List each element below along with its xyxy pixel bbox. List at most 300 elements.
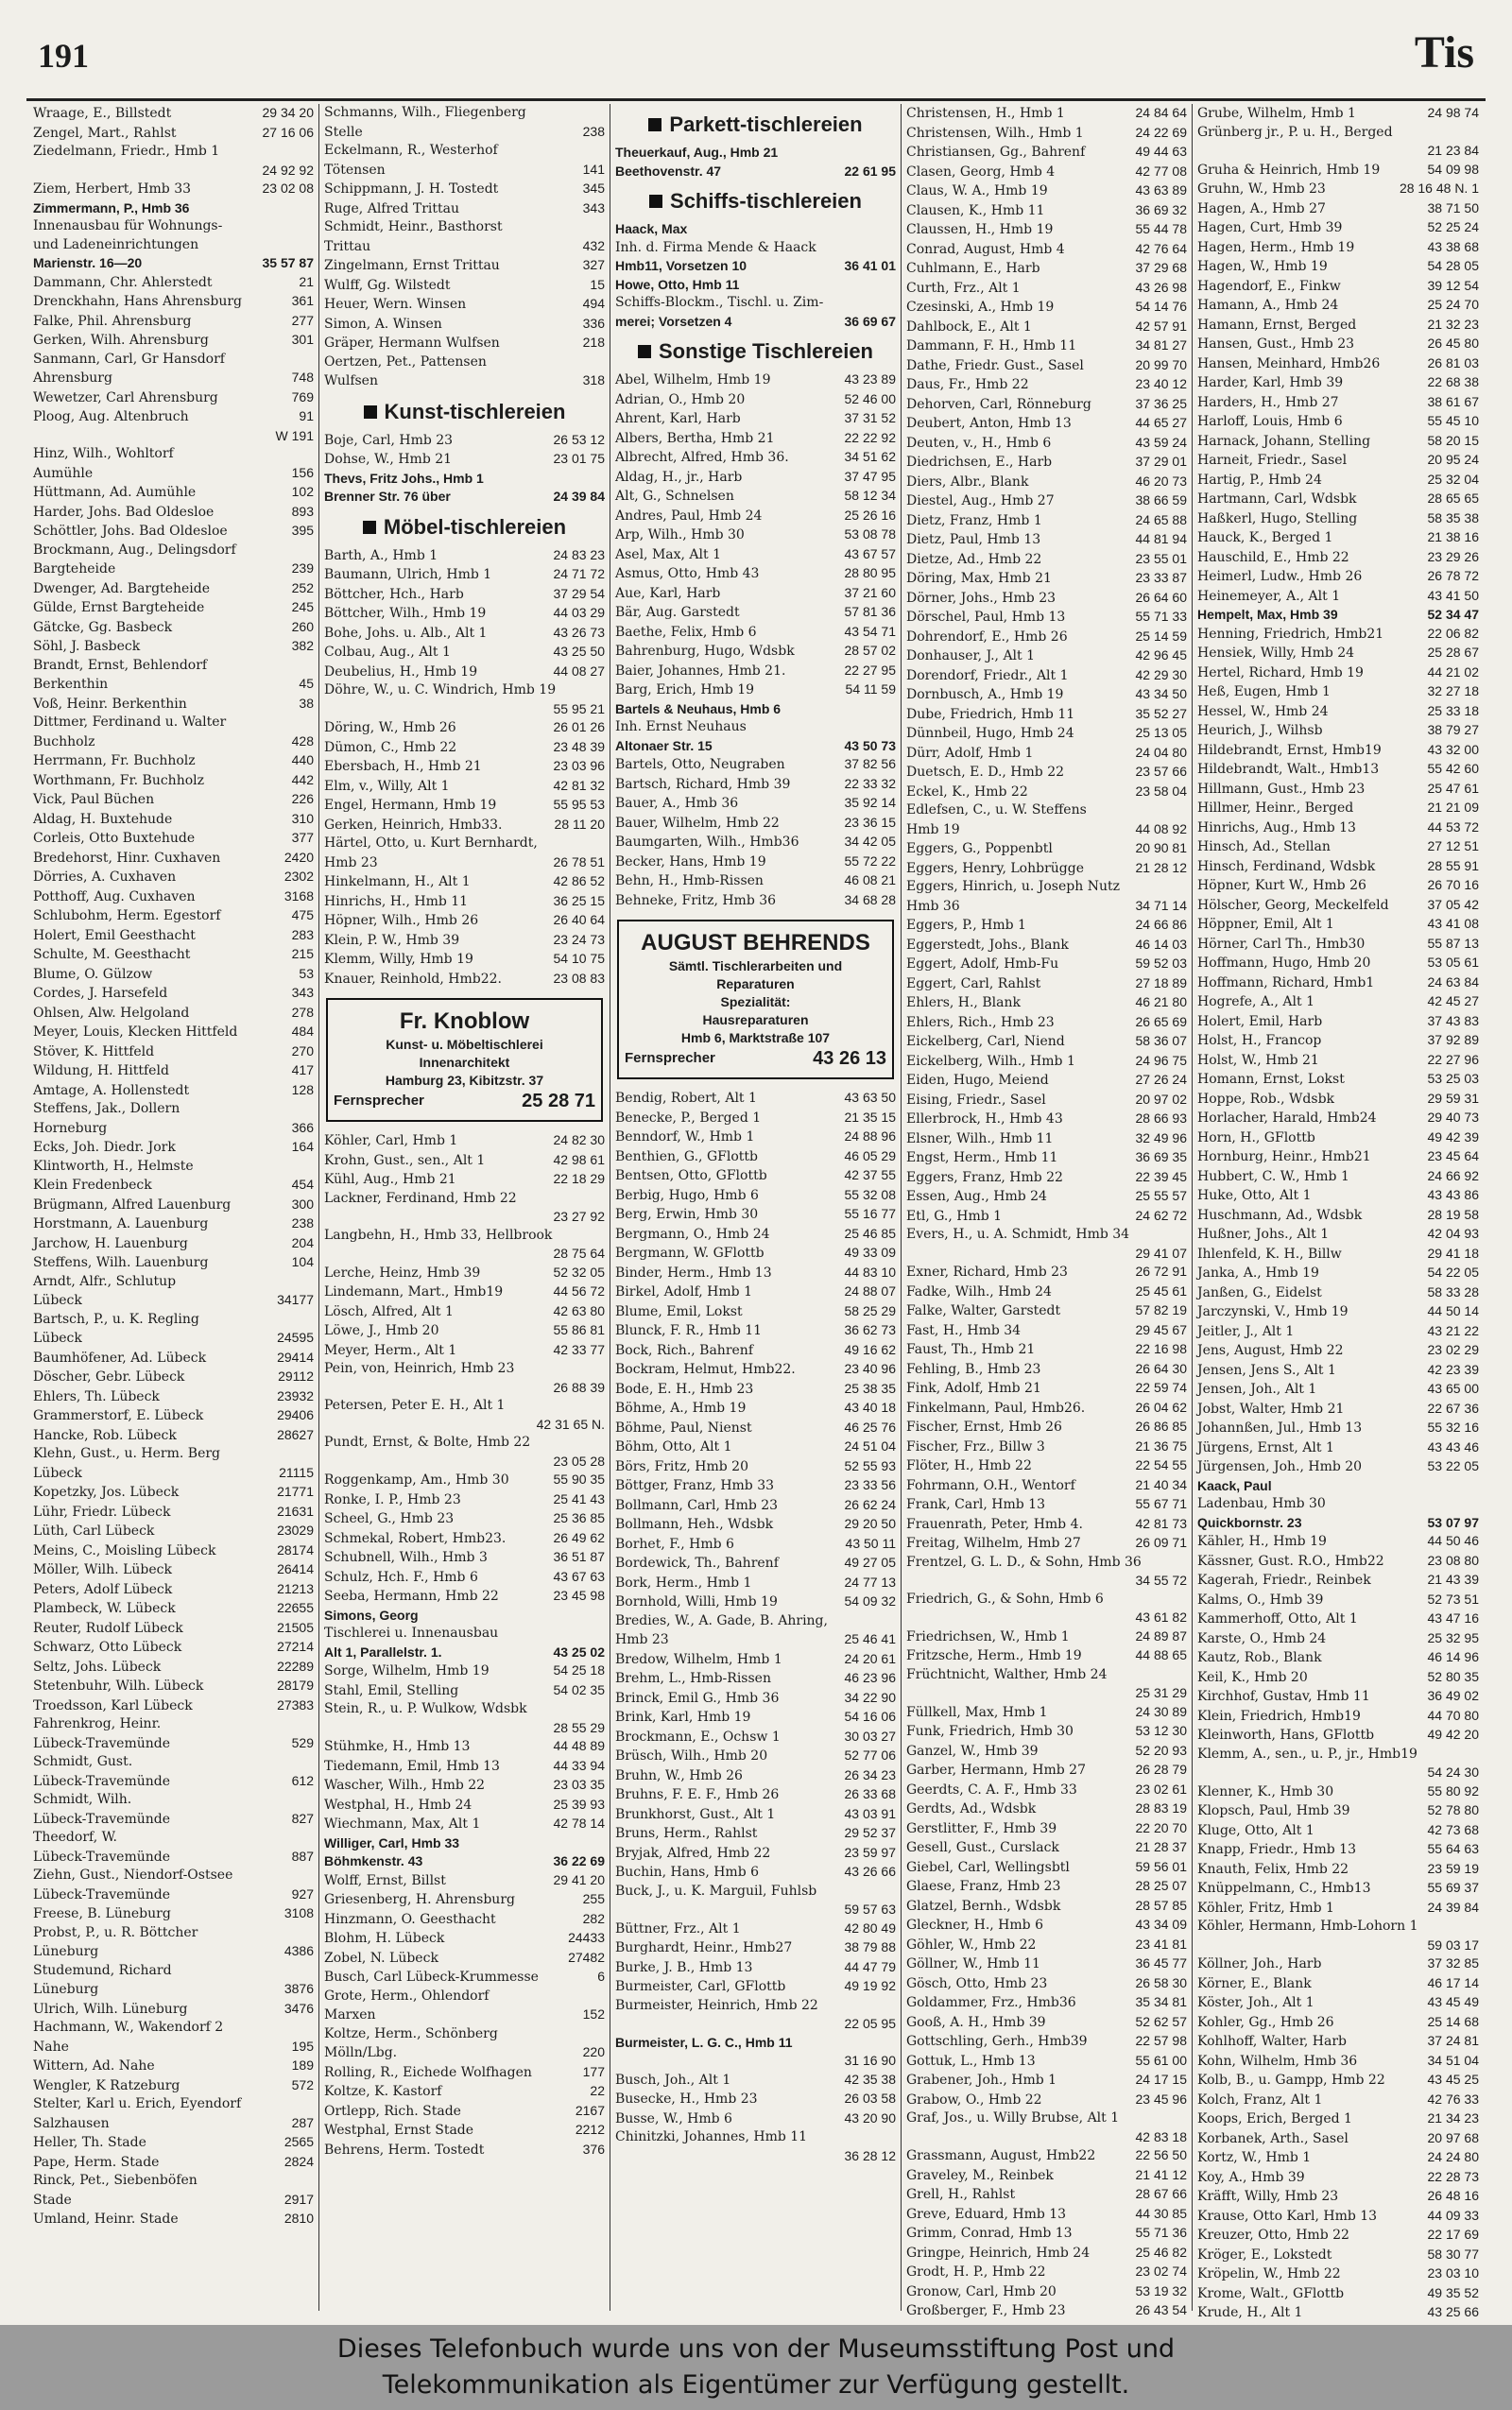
- entry-number: 23 33 87: [1135, 570, 1187, 585]
- directory-entry: [906, 1301, 1187, 1321]
- entry-name: Arp, Wilh., Hmb 30: [615, 527, 745, 542]
- entry-name: Kühl, Aug., Hmb 21: [324, 1172, 456, 1187]
- directory-entry: [33, 1753, 314, 1772]
- directory-entry: [906, 1187, 1187, 1207]
- entry-name: Dörner, Johs., Hmb 23: [906, 590, 1057, 606]
- entry-name: Glaese, Franz, Hmb 23: [906, 1879, 1061, 1894]
- entry-name: Benecke, P., Berged 1: [615, 1110, 762, 1126]
- entry-name: Tischlerei u. Innenausbau: [324, 1626, 499, 1641]
- entry-number: 22: [590, 2083, 605, 2098]
- directory-entry: [33, 1042, 314, 1062]
- entry-number: 26 03 58: [844, 2091, 896, 2106]
- entry-number: 52 32 05: [553, 1264, 605, 1280]
- entry-name: Curth, Frz., Alt 1: [906, 280, 1021, 296]
- directory-entry: [615, 584, 896, 604]
- entry-name: Jensen, Jens S., Alt 1: [1197, 1362, 1336, 1378]
- directory-entry: [33, 1426, 314, 1446]
- directory-entry: [1197, 1283, 1479, 1303]
- entry-number: 53 08 78: [844, 526, 896, 542]
- directory-entry: [615, 1747, 896, 1766]
- entry-number: 277: [291, 312, 314, 328]
- directory-entry: [906, 2244, 1187, 2264]
- entry-name: Rinck, Pet., Siebenböfen: [33, 2173, 198, 2188]
- entry-number: 21 40 34: [1135, 1476, 1187, 1492]
- ad-phone-label: Fernsprecher: [625, 1050, 715, 1066]
- ad-line4: Hausreparaturen: [702, 1012, 809, 1027]
- entry-number: 28174: [277, 1541, 314, 1558]
- entry-number: 2167: [575, 2102, 605, 2118]
- entry-name: Albrecht, Alfred, Hmb 36.: [615, 450, 789, 465]
- directory-entry: [1197, 2284, 1479, 2304]
- entry-name: Kalms, O., Hmb 39: [1197, 1592, 1324, 1608]
- section-heading: [615, 112, 896, 138]
- directory-entry: [324, 643, 605, 663]
- directory-entry: [33, 906, 314, 926]
- directory-entry: [33, 2153, 314, 2173]
- entry-name: Früchtnicht, Walther, Hmb 24: [906, 1666, 1108, 1682]
- directory-entry: [324, 1227, 605, 1246]
- entry-name: Engst, Herm., Hmb 11: [906, 1150, 1058, 1165]
- entry-number: 43 32 00: [1427, 741, 1479, 757]
- directory-entry: [33, 1715, 314, 1734]
- entry-name: Aldag, H. Buxtehude: [33, 811, 173, 827]
- directory-entry: [324, 546, 605, 566]
- directory-entry: [324, 1852, 605, 1871]
- entry-number: 35 92 14: [844, 795, 896, 810]
- directory-entry: [906, 1091, 1187, 1110]
- directory-entry: [906, 955, 1187, 974]
- entry-number: 26414: [277, 1561, 314, 1576]
- directory-entry: [1197, 587, 1479, 607]
- entry-name: Bockram, Helmut, Hmb22.: [615, 1362, 796, 1377]
- directory-entry: [615, 1919, 896, 1939]
- directory-entry: [615, 794, 896, 814]
- entry-number: 54 11 59: [845, 681, 896, 697]
- directory-entry: [1197, 2187, 1479, 2207]
- entry-name: Scheel, G., Hmb 23: [324, 1511, 455, 1526]
- directory-entry: [906, 2109, 1187, 2128]
- entry-number: 36 22 69: [553, 1853, 605, 1868]
- entry-name: Knüppelmann, C., Hmb13: [1197, 1881, 1371, 1896]
- entry-number: 58 20 15: [1427, 432, 1479, 448]
- directory-entry: [1197, 818, 1479, 838]
- directory-entry: [615, 2034, 896, 2053]
- directory-entry: [324, 1264, 605, 1283]
- entry-name: Williger, Carl, Hmb 33: [324, 1834, 460, 1851]
- directory-entry: [906, 820, 1187, 840]
- entry-number: 25 14 68: [1427, 2013, 1479, 2029]
- entry-name: Dümon, C., Hmb 22: [324, 739, 457, 755]
- entry-number: 23932: [277, 1387, 314, 1403]
- entry-number: 26 64 30: [1135, 1360, 1187, 1376]
- entry-number: 23 02 74: [1135, 2264, 1187, 2279]
- ad-phone: [334, 1090, 595, 1112]
- entry-number: 887: [291, 1848, 314, 1864]
- entry-name: Janka, A., Hmb 19: [1197, 1265, 1319, 1281]
- entry-name: Harders, H., Hmb 27: [1197, 394, 1339, 410]
- entry-name: Benndorf, W., Hmb 1: [615, 1129, 755, 1145]
- directory-entry: [1197, 2052, 1479, 2072]
- directory-entry: [324, 757, 605, 777]
- entry-name: Glatzel, Bernh., Wdsbk: [906, 1898, 1061, 1914]
- entry-name: Faust, Th., Hmb 21: [906, 1342, 1036, 1357]
- directory-entry: [906, 1897, 1187, 1917]
- directory-entry: [615, 276, 896, 295]
- directory-entry: [615, 891, 896, 911]
- entry-name: Klemm, A., sen., u. P., jr., Hmb19: [1197, 1746, 1418, 1762]
- directory-entry: [324, 1131, 605, 1151]
- directory-entry: [1197, 1419, 1479, 1438]
- directory-entry: [615, 603, 896, 623]
- directory-entry: [324, 1757, 605, 1777]
- directory-entry: [1197, 142, 1479, 161]
- directory-entry: [324, 1661, 605, 1681]
- entry-number: 43 23 89: [844, 371, 896, 387]
- entry-name: Knauer, Reinhold, Hmb22.: [324, 971, 502, 987]
- entry-number: 287: [291, 2114, 314, 2130]
- entry-number: 44 65 27: [1135, 415, 1187, 430]
- entry-number: 53: [299, 965, 314, 981]
- directory-entry: [615, 775, 896, 795]
- directory-entry: [33, 2057, 314, 2076]
- entry-number: 20 97 68: [1427, 2129, 1479, 2145]
- entry-name: Meins, C., Moisling Lübeck: [33, 1542, 216, 1558]
- directory-entry: [615, 1341, 896, 1361]
- directory-entry: [615, 1554, 896, 1574]
- entry-name: Bär, Aug. Garstedt: [615, 605, 740, 620]
- entry-number: 30 03 27: [844, 1728, 896, 1744]
- directory-entry: [1197, 1245, 1479, 1265]
- entry-name: Böttger, Franz, Hmb 33: [615, 1478, 775, 1493]
- directory-entry: [33, 1962, 314, 1981]
- directory-entry: [1197, 837, 1479, 857]
- entry-number: 43 67 63: [553, 1568, 605, 1584]
- directory-entry: [906, 2282, 1187, 2302]
- entry-name: Koltze, Herm., Schönberg: [324, 2025, 498, 2041]
- directory-entry: [324, 738, 605, 758]
- directory-entry: [906, 801, 1187, 820]
- entry-name: Bruhn, W., Hmb 26: [615, 1767, 743, 1783]
- entry-name: Grassmann, August, Hmb22: [906, 2148, 1096, 2163]
- entry-name: Stelle: [324, 124, 363, 140]
- directory-entry: [615, 1592, 896, 1612]
- entry-name: Ulrich, Wilh. Lüneburg: [33, 2001, 188, 2017]
- entry-number: 36 41 01: [844, 258, 896, 273]
- entry-name: Meyer, Herm., Alt 1: [324, 1342, 457, 1358]
- entry-name: Böttcher, Hch., Harb: [324, 586, 464, 602]
- entry-name: Hörner, Carl Th., Hmb30: [1197, 936, 1366, 952]
- directory-entry: [1197, 432, 1479, 452]
- entry-number: 55 90 35: [553, 1472, 605, 1487]
- entry-number: 226: [291, 791, 314, 806]
- directory-entry: [1197, 2129, 1479, 2149]
- entry-number: 52 34 47: [1427, 607, 1479, 622]
- entry-number: 43 41 50: [1427, 587, 1479, 603]
- entry-name: Hempelt, Max, Hmb 39: [1197, 607, 1338, 622]
- entry-number: 24 71 72: [553, 566, 605, 581]
- directory-entry: [33, 162, 314, 181]
- directory-entry: [906, 1226, 1187, 1245]
- directory-entry: [1197, 2071, 1479, 2091]
- entry-name: Bredies, W., A. Gade, B. Ahring,: [615, 1612, 828, 1628]
- directory-entry: [33, 312, 314, 332]
- directory-entry: [615, 429, 896, 449]
- entry-number: 23 40 96: [844, 1361, 896, 1376]
- entry-name: Buck, J., u. K. Marguil, Fuhlsb: [615, 1883, 817, 1899]
- entry-name: Voß, Heinr. Berkenthin: [33, 696, 187, 712]
- directory-entry: [324, 199, 605, 219]
- entry-number: 37 43 83: [1427, 1012, 1479, 1028]
- entry-number: 417: [291, 1062, 314, 1077]
- entry-name: Grünberg jr., P. u. H., Berged: [1197, 124, 1393, 140]
- entry-number: 336: [582, 315, 605, 331]
- directory-entry: [33, 254, 314, 273]
- directory-entry: [1197, 1610, 1479, 1629]
- directory-entry: [324, 161, 605, 181]
- entry-name: Aldag, H., jr., Harb: [615, 469, 743, 485]
- entry-number: 52 62 57: [1135, 2013, 1187, 2029]
- directory-entry: [324, 123, 605, 143]
- entry-number: 44 08 27: [553, 663, 605, 679]
- entry-number: 23 29 26: [1427, 548, 1479, 564]
- entry-number: 310: [291, 810, 314, 826]
- entry-number: 37 21 60: [844, 584, 896, 600]
- directory-entry: [615, 1476, 896, 1496]
- entry-name: Hauschild, E., Hmb 22: [1197, 549, 1349, 565]
- directory-entry: [33, 2038, 314, 2057]
- header-rule: [26, 98, 1486, 101]
- directory-entry: [1197, 799, 1479, 818]
- entry-number: 21: [299, 273, 314, 289]
- entry-number: 26 78 51: [553, 853, 605, 869]
- directory-entry: [906, 1476, 1187, 1496]
- directory-entry: [615, 1708, 896, 1728]
- directory-entry: [33, 579, 314, 599]
- entry-number: 26 45 80: [1427, 336, 1479, 351]
- entry-number: 26 04 62: [1135, 1399, 1187, 1415]
- directory-entry: [906, 916, 1187, 936]
- entry-number: 24 62 72: [1135, 1207, 1187, 1223]
- entry-name: Bode, E. H., Hmb 23: [615, 1381, 754, 1397]
- directory-entry: [33, 1196, 314, 1215]
- directory-entry: [33, 1772, 314, 1792]
- directory-entry: [33, 1810, 314, 1830]
- entry-name: Bauer, A., Hmb 36: [615, 796, 739, 811]
- directory-entry: [33, 2019, 314, 2038]
- entry-number: 55 72 22: [844, 852, 896, 869]
- directory-entry: [906, 974, 1187, 994]
- entry-number: 54 16 06: [844, 1709, 896, 1724]
- entry-number: 57 81 36: [844, 604, 896, 619]
- entry-name: Gruha & Heinrich, Hmb 19: [1197, 162, 1381, 178]
- entry-number: 189: [291, 2057, 314, 2073]
- entry-number: 442: [291, 771, 314, 787]
- entry-number: 29 45 67: [1135, 1321, 1187, 1337]
- entry-name: Zobel, N. Lübeck: [324, 1950, 438, 1966]
- ad-line2: Innenarchitekt: [419, 1055, 510, 1070]
- entry-name: Hagen, A., Hmb 27: [1197, 200, 1326, 216]
- entry-name: Burmeister, Carl, GFlottb: [615, 1979, 786, 1994]
- directory-entry: [1197, 1937, 1479, 1955]
- entry-name: Huschmann, Ad., Wdsbk: [1197, 1207, 1363, 1223]
- directory-entry: [33, 1311, 314, 1330]
- directory-entry: [33, 965, 314, 985]
- entry-number: 23 59 97: [844, 1844, 896, 1860]
- entry-name: Cordes, J. Harsefeld: [33, 986, 168, 1001]
- entry-number: 27 16 06: [262, 124, 314, 140]
- entry-name: Deubert, Anton, Hmb 13: [906, 416, 1072, 431]
- entry-number: 42 63 80: [553, 1302, 605, 1318]
- entry-name: Fahrenkrog, Heinr.: [33, 1716, 162, 1731]
- entry-name: Bornhold, Willi, Hmb 19: [615, 1594, 778, 1610]
- directory-entry: [906, 1974, 1187, 1994]
- entry-name: Harloff, Louis, Hmb 6: [1197, 414, 1343, 429]
- entry-name: Dwenger, Ad. Bargteheide: [33, 580, 211, 596]
- entry-number: 23 03 96: [553, 758, 605, 773]
- entry-name: Blume, Emil, Lokst: [615, 1303, 743, 1319]
- directory-entry: [324, 718, 605, 738]
- entry-number: 43 34 50: [1135, 686, 1187, 701]
- entry-number: 59 03 17: [1427, 1937, 1479, 1953]
- entry-name: Funk, Friedrich, Hmb 30: [906, 1724, 1074, 1739]
- entry-name: Diestel, Aug., Hmb 27: [906, 493, 1055, 508]
- directory-entry: [33, 180, 314, 199]
- entry-number: 24 24 80: [1427, 2149, 1479, 2164]
- entry-number: 29 52 37: [844, 1825, 896, 1840]
- entry-number: 38 61 67: [1427, 393, 1479, 409]
- entry-number: 54 02 35: [553, 1681, 605, 1697]
- entry-name: Schöttler, Johs. Bad Oldesloe: [33, 524, 228, 539]
- directory-entry: [1197, 1552, 1479, 1572]
- entry-number: 21115: [279, 1464, 314, 1480]
- directory-entry: [324, 931, 605, 951]
- directory-entry: [33, 868, 314, 887]
- directory-entry: [615, 1824, 896, 1844]
- directory-entry: [1197, 1918, 1479, 1937]
- directory-entry: [324, 2102, 605, 2122]
- entry-name: Falke, Walter, Garstedt: [906, 1303, 1061, 1318]
- entry-number: 24 17 15: [1135, 2072, 1187, 2087]
- directory-entry: [1197, 451, 1479, 471]
- directory-entry: [324, 237, 605, 257]
- entry-name: Cuhlmann, E., Harb: [906, 261, 1040, 276]
- directory-entry: [1197, 218, 1479, 238]
- directory-entry: [324, 816, 605, 835]
- entry-number: 25 38 35: [844, 1380, 896, 1396]
- entry-name: Thevs, Fritz Johs., Hmb 1: [324, 470, 484, 486]
- entry-name: Tiedemann, Emil, Hmb 13: [324, 1758, 500, 1774]
- entry-number: 43 38 68: [1427, 238, 1479, 254]
- entry-number: 26 86 85: [1135, 1419, 1187, 1434]
- section-heading-text: Möbel-tischlereien: [383, 514, 567, 539]
- entry-name: Lindemann, Mart., Hmb19: [324, 1284, 504, 1300]
- directory-entry: [1197, 1380, 1479, 1400]
- directory-entry: [906, 279, 1187, 299]
- entry-name: Dörschel, Paul, Hmb 13: [906, 610, 1066, 625]
- entry-number: 23 33 56: [844, 1477, 896, 1492]
- entry-name: Gräper, Hermann Wulfsen: [324, 336, 500, 351]
- directory-entry: [324, 1568, 605, 1588]
- entry-name: Daus, Fr., Hmb 22: [906, 377, 1029, 392]
- directory-entry: [1197, 180, 1479, 199]
- entry-number: 46 08 21: [844, 872, 896, 887]
- directory-entry: [33, 1696, 314, 1716]
- entry-number: 58 12 34: [844, 488, 896, 503]
- entry-name: Friedrich, G., & Sohn, Hmb 6: [906, 1591, 1104, 1607]
- directory-entry: [1197, 1726, 1479, 1746]
- entry-number: 454: [291, 1177, 314, 1192]
- entry-number: 24 88 07: [844, 1283, 896, 1299]
- entry-number: 44 50 46: [1427, 1533, 1479, 1548]
- directory-entry: [33, 945, 314, 965]
- entry-number: 20 99 70: [1135, 356, 1187, 372]
- entry-name: Wittern, Ad. Nahe: [33, 2058, 155, 2074]
- directory-entry: [324, 470, 605, 489]
- entry-name: Buchin, Hans, Hmb 6: [615, 1865, 760, 1880]
- directory-entry: [615, 1977, 896, 1997]
- entry-name: Geerdts, C. A. F., Hmb 33: [906, 1782, 1077, 1798]
- entry-number: 21 41 12: [1135, 2166, 1187, 2182]
- entry-number: 195: [291, 2038, 314, 2054]
- entry-number: 6: [597, 1969, 605, 1984]
- directory-entry: [1197, 1974, 1479, 1994]
- entry-number: 15: [590, 276, 605, 292]
- entry-name: Gringpe, Heinrich, Hmb 24: [906, 2245, 1091, 2261]
- directory-entry: [615, 1166, 896, 1186]
- entry-name: Klehn, Gust., u. Herm. Berg: [33, 1446, 221, 1461]
- entry-number: 270: [291, 1042, 314, 1059]
- directory-entry: [1197, 528, 1479, 548]
- entry-number: 494: [582, 296, 605, 311]
- entry-name: Hüttmann, Ad. Aumühle: [33, 485, 197, 500]
- entry-name: Klenner, K., Hmb 30: [1197, 1783, 1334, 1799]
- entry-number: 428: [291, 732, 314, 749]
- entry-name: Holert, Emil Geesthacht: [33, 927, 196, 943]
- directory-entry: [33, 464, 314, 484]
- entry-number: 327: [582, 257, 605, 272]
- directory-entry: [1197, 2226, 1479, 2246]
- directory-entry: [33, 542, 314, 560]
- entry-number: 55 32 08: [844, 1186, 896, 1202]
- entry-name: Höpner, Kurt W., Hmb 26: [1197, 878, 1366, 893]
- entry-number: 141: [582, 161, 605, 177]
- directory-entry: [906, 1321, 1187, 1341]
- entry-name: Greve, Eduard, Hmb 13: [906, 2206, 1067, 2222]
- entry-number: 22 59 74: [1135, 1380, 1187, 1395]
- page-header: [26, 26, 1486, 93]
- entry-name: Harder, Karl, Hmb 39: [1197, 375, 1344, 390]
- entry-number: 38 71 50: [1427, 199, 1479, 215]
- directory-entry: [33, 1904, 314, 1924]
- entry-number: 43 26 98: [1135, 279, 1187, 295]
- entry-number: 42 35 38: [844, 2071, 896, 2087]
- directory-entry: [906, 1646, 1187, 1666]
- directory-entry: [324, 1341, 605, 1361]
- entry-number: 34177: [277, 1292, 314, 1307]
- directory-entry: [324, 872, 605, 892]
- directory-entry: [324, 1587, 605, 1607]
- directory-entry: [1197, 2168, 1479, 2188]
- directory-entry: [1197, 1090, 1479, 1110]
- entry-name: Büttner, Frz., Alt 1: [615, 1920, 741, 1937]
- entry-name: Klopsch, Paul, Hmb 39: [1197, 1803, 1350, 1818]
- directory-entry: [1197, 702, 1479, 722]
- directory-entry: [1197, 335, 1479, 354]
- directory-entry: [324, 1416, 605, 1435]
- entry-number: 25 46 85: [844, 1225, 896, 1241]
- entry-number: 58 30 77: [1427, 2246, 1479, 2262]
- entry-number: 23 03 35: [553, 1777, 605, 1792]
